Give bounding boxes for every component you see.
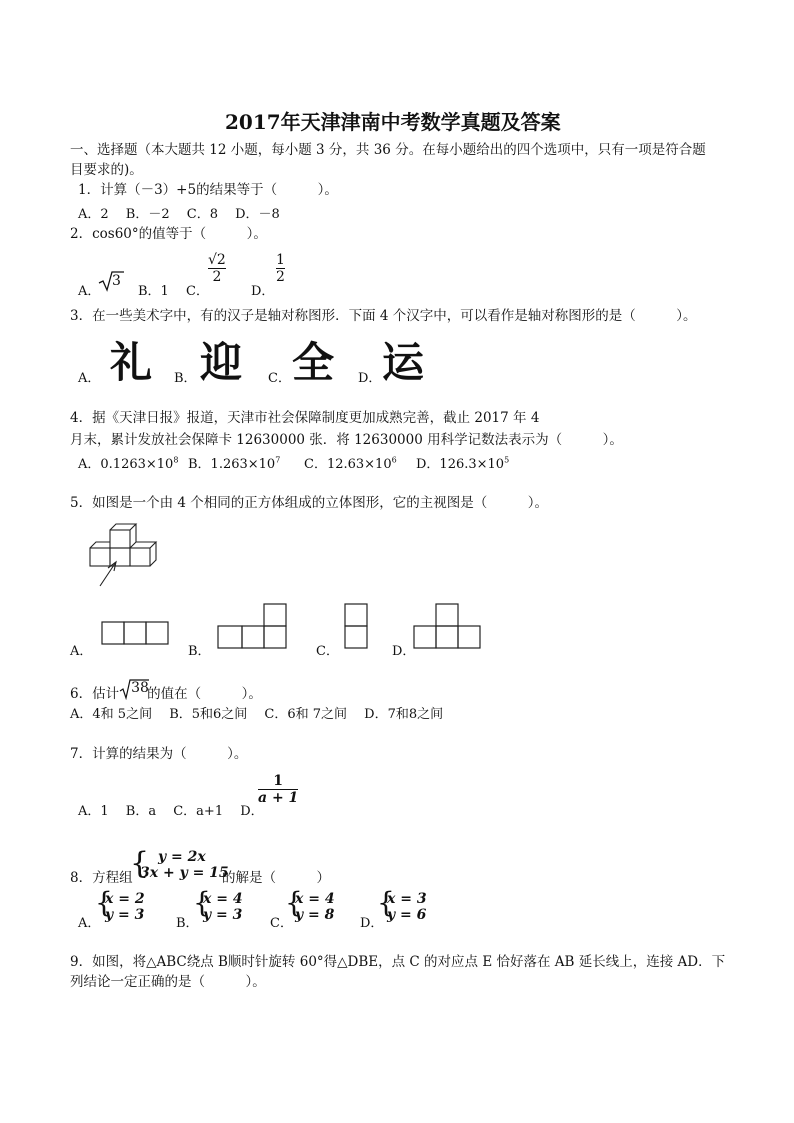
question-2-option-c-fraction xyxy=(208,252,226,285)
question-5-option-a-label: A． xyxy=(70,644,93,659)
question-2-option-d-label: D． xyxy=(251,284,275,299)
brace-icon: { xyxy=(95,886,113,919)
page-title: 2017年天津津南中考数学真题及答案 xyxy=(225,110,561,134)
question-5-option-c-figure xyxy=(343,602,369,650)
question-4-option-d xyxy=(416,453,509,472)
option-exponent: 8 xyxy=(173,455,179,465)
fraction-denominator: 2 xyxy=(212,269,222,285)
brace-icon: { xyxy=(193,886,211,919)
question-8-option-d-line2: y = 6 xyxy=(387,907,427,923)
fraction-denominator: 2 xyxy=(276,269,285,285)
question-1-options: A．2 B．－2 C．8 D．－8 xyxy=(78,207,280,222)
fraction-numerator: √2 xyxy=(208,252,226,268)
option-text: D．126.3×10 xyxy=(416,457,505,472)
question-8-option-c-label: C． xyxy=(270,916,293,931)
fraction-numerator: 1 xyxy=(276,252,285,268)
question-6-stem-post: 的值在（ ）。 xyxy=(147,686,262,702)
question-6-stem xyxy=(70,682,262,703)
question-9-line1: 9．如图，将△ABC绕点 B顺时针旋转 60°得△DBE，点 C 的对应点 E 恰好落在 AB 延长线上，连接 AD．下 xyxy=(70,954,726,970)
question-2-option-d-fraction xyxy=(276,252,285,285)
question-8-option-c-line2: y = 8 xyxy=(295,907,335,923)
question-8-option-d-line1: x = 3 xyxy=(387,891,427,907)
question-2-option-a-label: A． xyxy=(78,284,101,299)
brace-icon: { xyxy=(377,886,395,919)
option-text: A．0.1263×10 xyxy=(78,457,174,472)
question-5-option-c-label: C． xyxy=(316,644,339,659)
option-text: B．1.263×10 xyxy=(188,457,276,472)
question-6-options: A．4和 5之间 B．5和6之间 C．6和 7之间 D．7和8之间 xyxy=(70,707,444,722)
question-4-option-b xyxy=(188,453,280,472)
section-instructions-line1: 一、选择题（本大题共 12 小题，每小题 3 分，共 36 分。在每小题给出的四个选项中，只有一项是符合题 xyxy=(70,142,706,158)
question-8-option-b-label: B． xyxy=(176,916,199,931)
brace-icon: { xyxy=(130,846,150,881)
question-8-option-b-line2: y = 3 xyxy=(203,907,243,923)
question-2-option-b: B．1 xyxy=(138,284,169,299)
question-8-eq1: y = 2x xyxy=(158,849,206,865)
fraction-denominator: a + 1 xyxy=(258,790,299,806)
question-8-option-c-line1: x = 4 xyxy=(295,891,335,907)
question-4-line1: 4．据《天津日报》报道，天津市社会保障制度更加成熟完善，截止 2017 年 4 xyxy=(70,410,540,426)
option-exponent: 5 xyxy=(504,455,510,465)
question-8-stem-post: 的解是（ ） xyxy=(222,870,330,886)
question-3-stem: 3．在一些美术字中，有的汉子是轴对称图形．下面 4 个汉字中，可以看作是轴对称图形的是（ ）。 xyxy=(70,308,697,324)
section-instructions-line2: 目要求的)。 xyxy=(70,162,143,178)
question-3-option-c-label: C． xyxy=(268,371,291,386)
option-exponent: 6 xyxy=(391,455,397,465)
question-5-option-b-label: B． xyxy=(188,644,211,659)
question-9-line2: 列结论一定正确的是（ ）。 xyxy=(70,974,266,990)
question-3-option-a-char: 礼 xyxy=(110,338,153,387)
question-2-option-a-sqrt xyxy=(98,270,124,296)
question-8-option-d-label: D． xyxy=(360,916,384,931)
question-8-option-b-line1: x = 4 xyxy=(203,891,243,907)
question-3-option-d-char: 运 xyxy=(382,338,425,387)
option-text: C．12.63×10 xyxy=(304,457,392,472)
question-1-stem: 1．计算（－3）+5的结果等于（ ）。 xyxy=(78,182,338,198)
question-6-sqrt xyxy=(119,682,147,700)
question-3-option-a-label: A． xyxy=(78,371,101,386)
question-2-option-c-label: C． xyxy=(186,284,209,299)
question-8-option-a-line1: x = 2 xyxy=(105,891,145,907)
question-2-option-a-radicand: 3 xyxy=(112,273,121,289)
question-3-option-b-label: B． xyxy=(174,371,197,386)
cube-stack-figure xyxy=(86,522,166,592)
question-5-option-b-figure xyxy=(216,602,290,650)
question-3-option-b-char: 迎 xyxy=(200,338,243,387)
question-5-option-d-figure xyxy=(412,602,486,650)
question-7-option-d-fraction xyxy=(258,773,298,806)
question-3-option-d-label: D． xyxy=(358,371,382,386)
question-7-options: A．1 B．a C．a+1 D． xyxy=(78,804,264,819)
option-exponent: 7 xyxy=(275,455,281,465)
question-8-option-a-label: A． xyxy=(78,916,101,931)
question-7-stem: 7．计算的结果为（ ）。 xyxy=(70,746,248,762)
brace-icon: { xyxy=(285,886,303,919)
question-8-stem-pre: 8．方程组 xyxy=(70,870,133,886)
fraction-numerator: 1 xyxy=(273,773,284,789)
question-2-stem: 2．cos60°的值等于（ ）。 xyxy=(70,226,267,242)
question-6-stem-pre: 6．估计 xyxy=(70,686,120,702)
question-5-option-d-label: D． xyxy=(392,644,416,659)
question-5-option-a-figure xyxy=(100,620,172,646)
question-4-line2: 月末，累计发放社会保障卡 12630000 张．将 12630000 用科学记数法表示为（ ）。 xyxy=(70,432,623,448)
question-3-option-c-char: 全 xyxy=(292,338,335,387)
question-8-option-a-line2: y = 3 xyxy=(105,907,145,923)
question-4-option-a xyxy=(78,453,178,472)
question-6-radicand: 38 xyxy=(131,680,149,696)
question-8-eq2: 3x + y = 15 xyxy=(140,865,229,881)
question-4-option-c xyxy=(304,453,397,472)
question-5-stem: 5．如图是一个由 4 个相同的正方体组成的立体图形，它的主视图是（ ）。 xyxy=(70,495,549,511)
